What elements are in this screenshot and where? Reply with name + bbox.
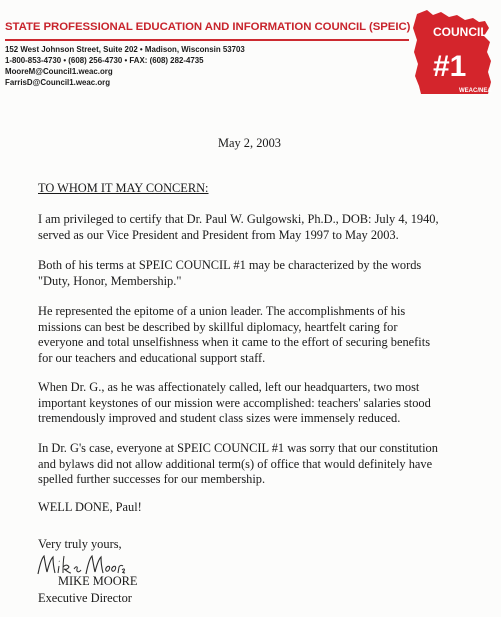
paragraph-line: for our teachers and educational support staff. [38,350,266,365]
paragraph-leadership [38,304,478,366]
organization-address: 152 West Johnson Street, Suite 202 • Madison, Wisconsin 53703 [5,45,245,54]
paragraph-line: WELL DONE, Paul! [38,500,142,514]
paragraph-line: spelled further successes for our membership. [38,472,266,487]
letter-date: May 2, 2003 [218,136,281,150]
organization-name: STATE PROFESSIONAL EDUCATION AND INFORMATION COUNCIL (SPEIC) [5,21,411,33]
paragraph-line: important keystones of our mission were accomplished: teachers' salaries stood [38,395,431,410]
paragraph-certification [38,212,478,243]
paragraph-line: When Dr. G., as he was affectionately called, left our headquarters, two most [38,380,420,394]
paragraph-line: I am privileged to certify that Dr. Paul W. Gulgowski, Ph.D., DOB: July 4, 1940, [38,212,439,226]
closing: Very truly yours, [38,537,122,551]
header-rule [5,39,409,41]
salutation: TO WHOM IT MAY CONCERN: [38,181,209,195]
paragraph-line: tremendously improved and student class sizes were immensely reduced. [38,411,401,426]
paragraph-terms [38,258,478,289]
paragraph-line: Both of his terms at SPEIC COUNCIL #1 may be characterized by the words [38,258,422,272]
paragraph-line: missions can best be described by skillful diplomacy, heartfelt caring for [38,319,398,334]
paragraph-line: In Dr. G's case, everyone at SPEIC COUNCIL #1 was sorry that our constitution [38,441,438,455]
email-moore: MooreM@Council1.weac.org [5,67,113,76]
council-logo [411,6,497,104]
signer-name: MIKE MOORE [58,574,138,588]
paragraph-well-done [38,500,478,516]
paragraph-accomplishments [38,380,478,427]
paragraph-line: He represented the epitome of a union leader. The accomplishments of his [38,304,406,318]
logo-affiliation: WEAC/NEA [459,88,492,94]
paragraph-line: "Duty, Honor, Membership." [38,273,182,288]
logo-number: #1 [433,50,467,83]
paragraph-line: and bylaws did not allow additional term(s) of office that would definitely have [38,456,433,471]
paragraph-line: everyone and total unselfishness when it came to the effort of securing benefits [38,335,431,350]
paragraph-line: served as our Vice President and President from May 1997 to May 2003. [38,227,399,242]
paragraph-regret [38,441,478,488]
email-farris: FarrisD@Council1.weac.org [5,78,111,87]
signer-title: Executive Director [38,591,132,605]
logo-council-word: COUNCIL [433,25,488,39]
organization-phone-fax: 1-800-853-4730 • (608) 256-4730 • FAX: (608) 282-4735 [5,56,204,65]
